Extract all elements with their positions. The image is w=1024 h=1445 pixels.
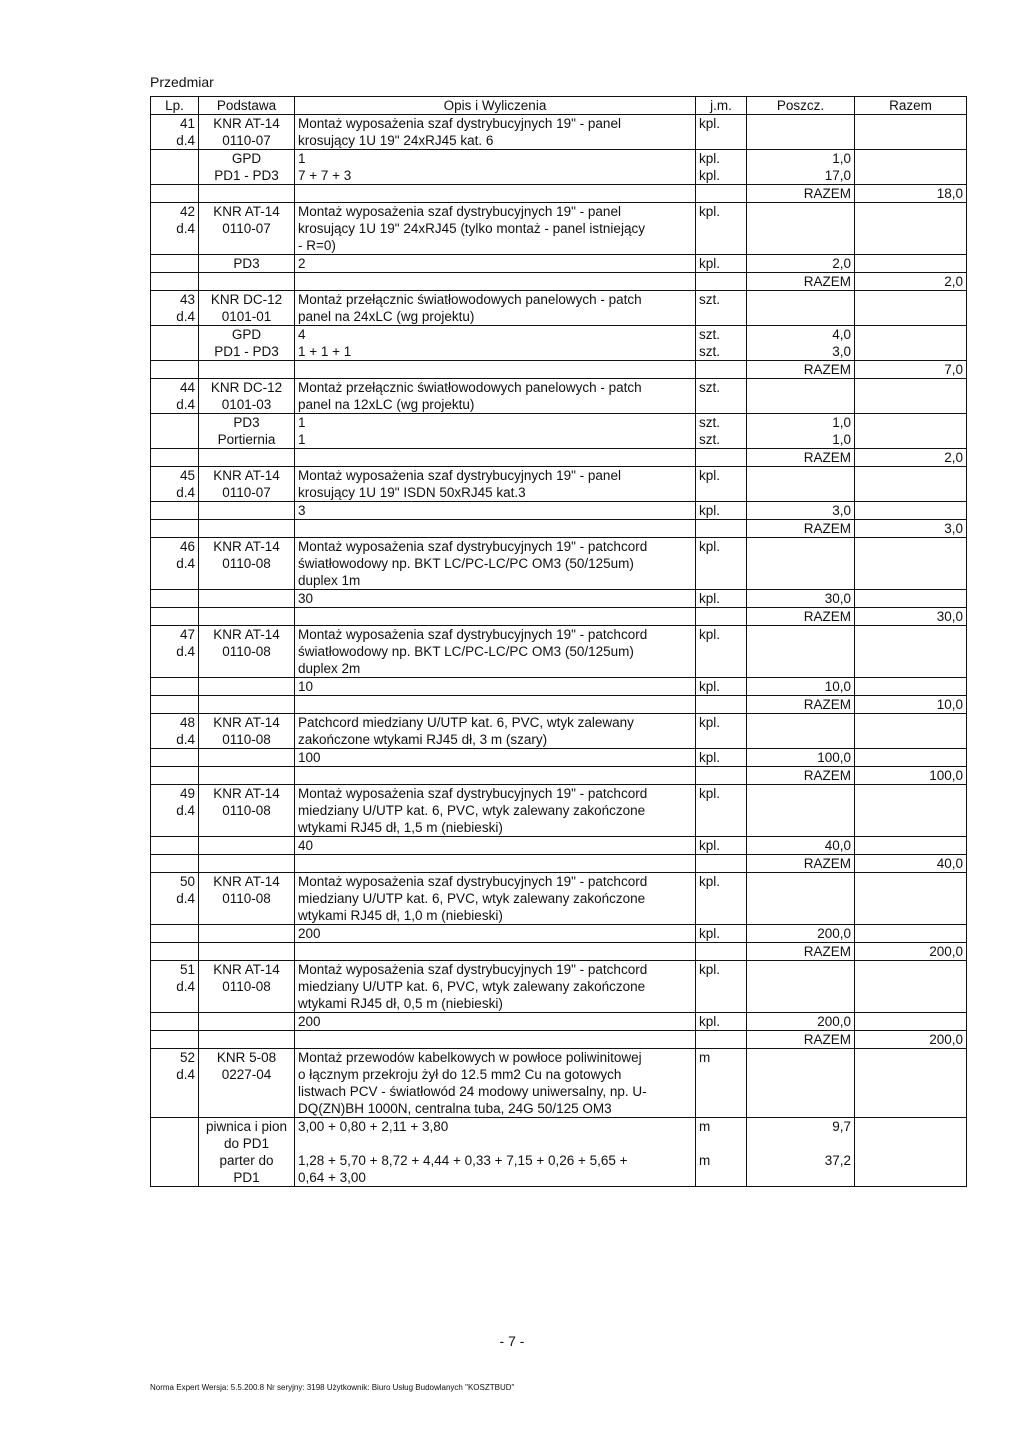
cell-opis: 1 1 — [295, 414, 696, 449]
cell-razem — [855, 150, 967, 185]
cell-opis — [295, 943, 696, 961]
cell-lp — [151, 837, 199, 855]
cell-razem — [855, 1049, 967, 1118]
cell-poszcz: 1,0 17,0 — [747, 150, 855, 185]
cell-podstawa — [199, 837, 295, 855]
cell-lp: 50 d.4 — [151, 873, 199, 925]
cell-opis: 1 7 + 7 + 3 — [295, 150, 696, 185]
cell-poszcz: RAZEM — [747, 185, 855, 203]
cell-lp — [151, 255, 199, 273]
cell-razem — [855, 203, 967, 255]
cell-poszcz — [747, 626, 855, 678]
cell-lp — [151, 925, 199, 943]
cell-opis — [295, 1031, 696, 1049]
cell-razem — [855, 925, 967, 943]
cell-lp: 52 d.4 — [151, 1049, 199, 1118]
cell-opis: Montaż wyposażenia szaf dystrybucyjnych 19" - patchcord światłowodowy np. BKT LC/PC-LC/PC OM3 (50/125um) duplex 2m — [295, 626, 696, 678]
cell-lp — [151, 590, 199, 608]
table-row — [151, 255, 967, 273]
cell-lp — [151, 1152, 199, 1187]
cell-podstawa — [199, 855, 295, 873]
table-row — [151, 590, 967, 608]
document-title: Przedmiar — [150, 74, 214, 90]
cell-podstawa: KNR 5-08 0227-04 — [199, 1049, 295, 1118]
cell-poszcz — [747, 714, 855, 749]
total-row — [151, 1031, 967, 1049]
cell-podstawa — [199, 273, 295, 291]
table-row — [151, 538, 967, 590]
cell-lp — [151, 855, 199, 873]
cell-opis — [295, 185, 696, 203]
cell-lp: 49 d.4 — [151, 785, 199, 837]
cell-lp — [151, 1031, 199, 1049]
cell-jm — [696, 696, 747, 714]
cell-razem — [855, 1013, 967, 1031]
cell-jm: kpl. — [696, 626, 747, 678]
cell-poszcz: 100,0 — [747, 749, 855, 767]
cell-lp: 48 d.4 — [151, 714, 199, 749]
cell-podstawa: KNR AT-14 0110-07 — [199, 467, 295, 502]
cell-opis: 4 1 + 1 + 1 — [295, 326, 696, 361]
cell-opis: 2 — [295, 255, 696, 273]
cell-jm — [696, 767, 747, 785]
total-row — [151, 696, 967, 714]
cell-poszcz — [747, 291, 855, 326]
cell-podstawa: KNR AT-14 0110-08 — [199, 714, 295, 749]
cell-poszcz: RAZEM — [747, 520, 855, 538]
total-row — [151, 767, 967, 785]
cell-jm — [696, 273, 747, 291]
table-row — [151, 961, 967, 1013]
cell-razem: 10,0 — [855, 696, 967, 714]
software-footer: Norma Expert Wersja: 5.5.200.8 Nr seryjny: 3198 Użytkownik: Biuro Usług Budowlanych "KOSZTBUD" — [150, 1383, 515, 1392]
cell-poszcz: 10,0 — [747, 678, 855, 696]
cell-razem — [855, 414, 967, 449]
cell-opis: Montaż wyposażenia szaf dystrybucyjnych 19" - patchcord światłowodowy np. BKT LC/PC-LC/PC OM3 (50/125um) duplex 1m — [295, 538, 696, 590]
cell-lp — [151, 150, 199, 185]
cell-poszcz — [747, 379, 855, 414]
cell-poszcz — [747, 873, 855, 925]
cell-razem — [855, 749, 967, 767]
cell-poszcz: 1,0 1,0 — [747, 414, 855, 449]
cell-poszcz: RAZEM — [747, 943, 855, 961]
cell-opis — [295, 608, 696, 626]
cell-poszcz: 3,0 — [747, 502, 855, 520]
table-row — [151, 414, 967, 449]
cell-opis — [295, 520, 696, 538]
cell-razem — [855, 255, 967, 273]
cell-poszcz: 4,0 3,0 — [747, 326, 855, 361]
cell-poszcz — [747, 203, 855, 255]
cell-jm: szt. szt. — [696, 326, 747, 361]
cell-podstawa — [199, 767, 295, 785]
cell-poszcz: RAZEM — [747, 449, 855, 467]
cell-podstawa: PD3 Portiernia — [199, 414, 295, 449]
cell-opis: 40 — [295, 837, 696, 855]
cell-poszcz: RAZEM — [747, 273, 855, 291]
cell-razem — [855, 590, 967, 608]
cell-lp — [151, 361, 199, 379]
cell-jm: kpl. — [696, 538, 747, 590]
col-header-opis: Opis i Wyliczenia — [295, 97, 696, 115]
cell-opis: 1,28 + 5,70 + 8,72 + 4,44 + 0,33 + 7,15 + 0,26 + 5,65 + 0,64 + 3,00 — [295, 1152, 696, 1187]
cell-opis: Montaż wyposażenia szaf dystrybucyjnych 19" - panel krosujący 1U 19" ISDN 50xRJ45 kat.3 — [295, 467, 696, 502]
page-number: - 7 - — [499, 1333, 525, 1349]
cell-opis — [295, 449, 696, 467]
cell-podstawa — [199, 608, 295, 626]
cell-poszcz: 37,2 — [747, 1152, 855, 1187]
cell-lp — [151, 1013, 199, 1031]
cell-lp: 45 d.4 — [151, 467, 199, 502]
table-row — [151, 678, 967, 696]
table-header-row — [151, 97, 967, 115]
cell-podstawa: PD3 — [199, 255, 295, 273]
cell-podstawa — [199, 590, 295, 608]
cell-jm: kpl. — [696, 714, 747, 749]
cell-poszcz — [747, 785, 855, 837]
cell-podstawa — [199, 1031, 295, 1049]
cell-poszcz: 2,0 — [747, 255, 855, 273]
cell-opis: Montaż przewodów kabelkowych w powłoce poliwinitowej o łącznym przekroju żył do 12.5 mm2 Cu na gotowych listwach PCV - światłowód 24 modowy uniwersalny, np. U- DQ(ZN)BH 1000N, centralna tuba, 24G 50/125 OM3 — [295, 1049, 696, 1118]
cell-podstawa: KNR AT-14 0110-08 — [199, 961, 295, 1013]
cell-razem — [855, 785, 967, 837]
cell-lp — [151, 678, 199, 696]
cell-poszcz: 40,0 — [747, 837, 855, 855]
cell-podstawa: parter do PD1 — [199, 1152, 295, 1187]
col-header-razem: Razem — [855, 97, 967, 115]
cell-poszcz — [747, 115, 855, 150]
cell-opis — [295, 273, 696, 291]
cell-jm: m — [696, 1049, 747, 1118]
cell-podstawa — [199, 361, 295, 379]
cell-opis: 3 — [295, 502, 696, 520]
cell-poszcz: RAZEM — [747, 608, 855, 626]
cell-jm: szt. — [696, 379, 747, 414]
cell-jm — [696, 943, 747, 961]
cell-poszcz: 200,0 — [747, 925, 855, 943]
cell-jm: szt. szt. — [696, 414, 747, 449]
cell-razem — [855, 467, 967, 502]
bill-of-quantities-table — [150, 96, 967, 1187]
cell-podstawa — [199, 185, 295, 203]
total-row — [151, 361, 967, 379]
cell-jm: kpl. — [696, 203, 747, 255]
cell-lp: 51 d.4 — [151, 961, 199, 1013]
cell-razem: 200,0 — [855, 1031, 967, 1049]
cell-podstawa — [199, 1013, 295, 1031]
cell-jm — [696, 608, 747, 626]
table-row — [151, 1013, 967, 1031]
cell-podstawa — [199, 520, 295, 538]
table-row — [151, 115, 967, 150]
cell-opis: 200 — [295, 1013, 696, 1031]
table-row — [151, 203, 967, 255]
cell-razem — [855, 678, 967, 696]
cell-opis: 10 — [295, 678, 696, 696]
table-row — [151, 1152, 967, 1187]
cell-razem — [855, 1118, 967, 1153]
col-header-podstawa: Podstawa — [199, 97, 295, 115]
cell-podstawa: KNR DC-12 0101-01 — [199, 291, 295, 326]
cell-jm: kpl. — [696, 873, 747, 925]
cell-podstawa: KNR AT-14 0110-07 — [199, 203, 295, 255]
cell-jm: m — [696, 1152, 747, 1187]
cell-jm: szt. — [696, 291, 747, 326]
cell-jm: kpl. kpl. — [696, 150, 747, 185]
cell-lp — [151, 749, 199, 767]
cell-razem: 200,0 — [855, 943, 967, 961]
cell-razem: 2,0 — [855, 273, 967, 291]
cell-jm: kpl. — [696, 961, 747, 1013]
cell-lp — [151, 414, 199, 449]
cell-podstawa: KNR AT-14 0110-08 — [199, 873, 295, 925]
table-row — [151, 1118, 967, 1153]
cell-lp — [151, 767, 199, 785]
cell-lp — [151, 326, 199, 361]
cell-jm: kpl. — [696, 749, 747, 767]
cell-razem — [855, 873, 967, 925]
total-row — [151, 273, 967, 291]
cell-lp — [151, 696, 199, 714]
table-row — [151, 291, 967, 326]
cell-jm: m — [696, 1118, 747, 1153]
cell-podstawa — [199, 925, 295, 943]
cell-podstawa: KNR AT-14 0110-07 — [199, 115, 295, 150]
cell-lp: 44 d.4 — [151, 379, 199, 414]
cell-opis — [295, 767, 696, 785]
cell-jm — [696, 361, 747, 379]
cell-podstawa: GPD PD1 - PD3 — [199, 326, 295, 361]
cell-podstawa — [199, 449, 295, 467]
table-row — [151, 326, 967, 361]
cell-lp: 41 d.4 — [151, 115, 199, 150]
table-row — [151, 785, 967, 837]
cell-opis: 200 — [295, 925, 696, 943]
cell-poszcz: RAZEM — [747, 855, 855, 873]
cell-jm: kpl. — [696, 115, 747, 150]
cell-opis — [295, 361, 696, 379]
cell-razem — [855, 326, 967, 361]
cell-opis: Montaż wyposażenia szaf dystrybucyjnych 19" - patchcord miedziany U/UTP kat. 6, PVC, wtyk zalewany zakończone wtykami RJ45 dł, 1,5 m (niebieski) — [295, 785, 696, 837]
total-row — [151, 855, 967, 873]
cell-podstawa: KNR AT-14 0110-08 — [199, 626, 295, 678]
cell-poszcz — [747, 467, 855, 502]
col-header-lp: Lp. — [151, 97, 199, 115]
total-row — [151, 185, 967, 203]
cell-lp — [151, 1118, 199, 1153]
cell-podstawa: KNR AT-14 0110-08 — [199, 538, 295, 590]
cell-opis: Montaż wyposażenia szaf dystrybucyjnych 19" - patchcord miedziany U/UTP kat. 6, PVC, wtyk zalewany zakończone wtykami RJ45 dł, 1,0 m (niebieski) — [295, 873, 696, 925]
cell-razem — [855, 379, 967, 414]
cell-lp — [151, 502, 199, 520]
cell-podstawa: piwnica i pion do PD1 — [199, 1118, 295, 1153]
cell-poszcz: RAZEM — [747, 696, 855, 714]
table-row — [151, 626, 967, 678]
col-header-poszcz: Poszcz. — [747, 97, 855, 115]
cell-opis: Montaż wyposażenia szaf dystrybucyjnych 19" - patchcord miedziany U/UTP kat. 6, PVC, wtyk zalewany zakończone wtykami RJ45 dł, 0,5 m (niebieski) — [295, 961, 696, 1013]
cell-razem — [855, 1152, 967, 1187]
cell-lp — [151, 273, 199, 291]
cell-opis — [295, 696, 696, 714]
cell-poszcz — [747, 1049, 855, 1118]
cell-razem — [855, 538, 967, 590]
table-row — [151, 837, 967, 855]
cell-lp: 46 d.4 — [151, 538, 199, 590]
cell-lp: 42 d.4 — [151, 203, 199, 255]
cell-razem: 7,0 — [855, 361, 967, 379]
table-row — [151, 467, 967, 502]
cell-lp: 43 d.4 — [151, 291, 199, 326]
cell-lp — [151, 520, 199, 538]
cell-razem — [855, 115, 967, 150]
cell-razem — [855, 291, 967, 326]
cell-razem: 100,0 — [855, 767, 967, 785]
cell-jm: kpl. — [696, 785, 747, 837]
cell-lp — [151, 449, 199, 467]
cell-razem: 3,0 — [855, 520, 967, 538]
cell-lp — [151, 185, 199, 203]
cell-jm: kpl. — [696, 1013, 747, 1031]
cell-razem: 30,0 — [855, 608, 967, 626]
cell-poszcz — [747, 538, 855, 590]
cell-razem — [855, 502, 967, 520]
cell-jm: kpl. — [696, 502, 747, 520]
cell-poszcz — [747, 961, 855, 1013]
cell-podstawa — [199, 678, 295, 696]
cell-podstawa — [199, 749, 295, 767]
cell-podstawa — [199, 943, 295, 961]
cell-opis: Montaż przełącznic światłowodowych panelowych - patch panel na 24xLC (wg projektu) — [295, 291, 696, 326]
cell-razem — [855, 626, 967, 678]
cell-jm — [696, 855, 747, 873]
cell-jm — [696, 520, 747, 538]
cell-poszcz: RAZEM — [747, 767, 855, 785]
cell-opis: Montaż wyposażenia szaf dystrybucyjnych 19" - panel krosujący 1U 19" 24xRJ45 (tylko montaż - panel istniejący - R=0) — [295, 203, 696, 255]
table-row — [151, 379, 967, 414]
cell-podstawa — [199, 696, 295, 714]
cell-jm: kpl. — [696, 255, 747, 273]
cell-opis — [295, 855, 696, 873]
cell-poszcz: 200,0 — [747, 1013, 855, 1031]
cell-razem: 2,0 — [855, 449, 967, 467]
table-row — [151, 873, 967, 925]
table-row — [151, 714, 967, 749]
cell-podstawa — [199, 502, 295, 520]
table-body — [151, 115, 967, 1187]
cell-razem — [855, 714, 967, 749]
cell-poszcz: RAZEM — [747, 361, 855, 379]
cell-lp: 47 d.4 — [151, 626, 199, 678]
cell-razem — [855, 961, 967, 1013]
cell-podstawa: KNR DC-12 0101-03 — [199, 379, 295, 414]
cell-jm: kpl. — [696, 837, 747, 855]
cell-jm: kpl. — [696, 678, 747, 696]
cell-jm — [696, 1031, 747, 1049]
cell-podstawa: KNR AT-14 0110-08 — [199, 785, 295, 837]
cell-opis: 100 — [295, 749, 696, 767]
cell-podstawa: GPD PD1 - PD3 — [199, 150, 295, 185]
cell-poszcz: 9,7 — [747, 1118, 855, 1153]
total-row — [151, 608, 967, 626]
cell-lp — [151, 943, 199, 961]
col-header-jm: j.m. — [696, 97, 747, 115]
cell-jm: kpl. — [696, 467, 747, 502]
cell-opis: Patchcord miedziany U/UTP kat. 6, PVC, wtyk zalewany zakończone wtykami RJ45 dł, 3 m (szary) — [295, 714, 696, 749]
table-row — [151, 502, 967, 520]
cell-poszcz: 30,0 — [747, 590, 855, 608]
cell-opis: Montaż wyposażenia szaf dystrybucyjnych 19" - panel krosujący 1U 19" 24xRJ45 kat. 6 — [295, 115, 696, 150]
cell-jm: kpl. — [696, 590, 747, 608]
cell-opis: 30 — [295, 590, 696, 608]
total-row — [151, 520, 967, 538]
total-row — [151, 943, 967, 961]
table-row — [151, 1049, 967, 1118]
table-row — [151, 749, 967, 767]
cell-poszcz: RAZEM — [747, 1031, 855, 1049]
cell-jm — [696, 449, 747, 467]
cell-razem: 18,0 — [855, 185, 967, 203]
cell-razem: 40,0 — [855, 855, 967, 873]
total-row — [151, 449, 967, 467]
table-row — [151, 925, 967, 943]
cell-jm: kpl. — [696, 925, 747, 943]
cell-razem — [855, 837, 967, 855]
cell-jm — [696, 185, 747, 203]
cell-lp — [151, 608, 199, 626]
table-row — [151, 150, 967, 185]
cell-opis: Montaż przełącznic światłowodowych panelowych - patch panel na 12xLC (wg projektu) — [295, 379, 696, 414]
cell-opis: 3,00 + 0,80 + 2,11 + 3,80 — [295, 1118, 696, 1153]
